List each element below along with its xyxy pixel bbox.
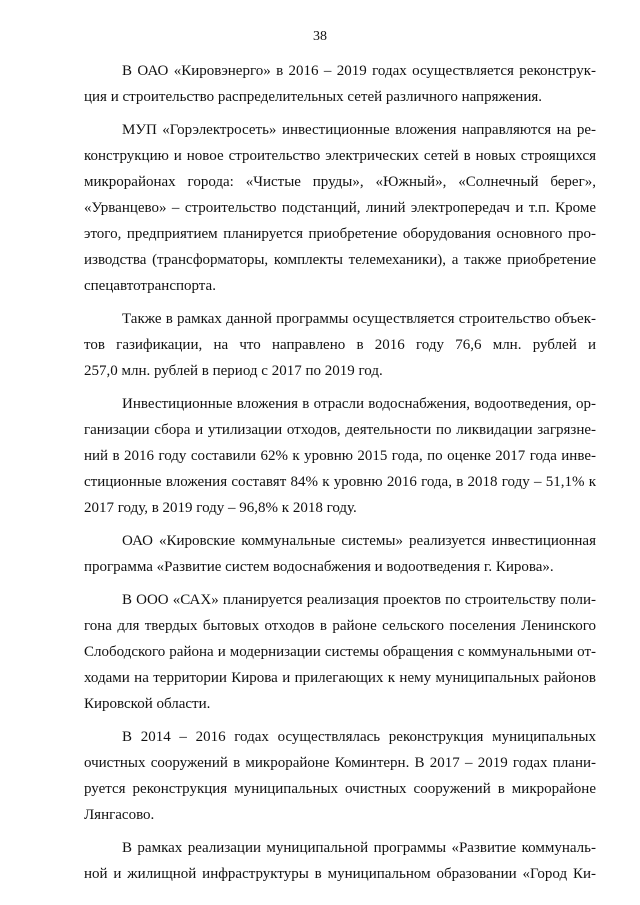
paragraph-line: изводства (трансформаторы, комплекты телемеханики), а также приобретение [84,252,596,268]
paragraph-line: тов газификации, на что направлено в 2016 году 76,6 млн. рублей и [84,337,596,353]
paragraph-line: В рамках реализации муниципальной программы «Развитие коммуналь- [122,840,596,856]
paragraph-line: микрорайонах города: «Чистые пруды», «Южный», «Солнечный берег», [84,174,596,190]
paragraph-line: «Урванцево» – строительство подстанций, линий электропередач и т.п. Кроме [84,200,596,216]
paragraph-line: Также в рамках данной программы осуществляется строительство объек- [122,311,596,327]
paragraph-line: МУП «Горэлектросеть» инвестиционные вложения направляются на ре- [122,122,596,138]
paragraph-line: ний в 2016 году составили 62% к уровню 2015 года, по оценке 2017 года инве- [84,448,596,464]
paragraph-line: этого, предприятием планируется приобретение оборудования основного про- [84,226,596,242]
paragraph-gorelektroset [84,117,596,299]
paragraph-line: ция и строительство распределительных сетей различного напряжения. [84,89,543,105]
paragraph-line: стиционные вложения составят 84% к уровню 2016 года, в 2018 году – 51,1% к [84,474,596,490]
paragraph-line: конструкцию и новое строительство электрических сетей в новых строящихся [84,148,596,164]
paragraph-treatment-facilities [84,724,596,828]
paragraph-line: руется реконструкция муниципальных очистных сооружений в микрорайоне [84,781,596,797]
paragraph-municipal-program [84,835,596,887]
paragraph-line: В ООО «САХ» планируется реализация проектов по строительству поли- [122,592,596,608]
paragraph-line: Слободского района и модернизации системы обращения с коммунальными от- [84,644,596,660]
paragraph-line: программа «Развитие систем водоснабжения и водоотведения г. Кирова». [84,559,554,575]
paragraph-line: ной и жилищной инфраструктуры в муниципальном образовании «Город Ки- [84,866,596,882]
paragraph-line: В ОАО «Кировэнерго» в 2016 – 2019 годах осуществляется реконструк- [122,63,596,79]
paragraph-line: 2017 году, в 2019 году – 96,8% к 2018 году. [84,500,357,516]
paragraph-line: спецавтотранспорта. [84,278,216,294]
paragraph-water-investment [84,391,596,521]
paragraph-line: 257,0 млн. рублей в период с 2017 по 2019 год. [84,363,383,379]
paragraph-line: ходами на территории Кирова и прилегающих к нему муниципальных районов [84,670,596,686]
paragraph-kirovenergo [84,58,596,110]
paragraph-line: Инвестиционные вложения в отрасли водоснабжения, водоотведения, ор- [122,396,596,412]
page-number: 38 [313,29,327,44]
paragraph-line: очистных сооружений в микрорайоне Коминтерн. В 2017 – 2019 годах плани- [84,755,596,771]
paragraph-kirov-communal-systems [84,528,596,580]
paragraph-line: ганизации сбора и утилизации отходов, деятельности по ликвидации загрязне- [84,422,596,438]
paragraph-gasification [84,306,596,384]
paragraph-line: В 2014 – 2016 годах осуществлялась реконструкция муниципальных [122,729,596,745]
paragraph-line: гона для твердых бытовых отходов в районе сельского поселения Ленинского [84,618,596,634]
paragraph-sakh-landfill [84,587,596,717]
paragraph-line: Лянгасово. [84,807,155,823]
paragraph-line: Кировской области. [84,696,211,712]
paragraph-line: ОАО «Кировские коммунальные системы» реализуется инвестиционная [122,533,596,549]
document-body [84,58,596,894]
